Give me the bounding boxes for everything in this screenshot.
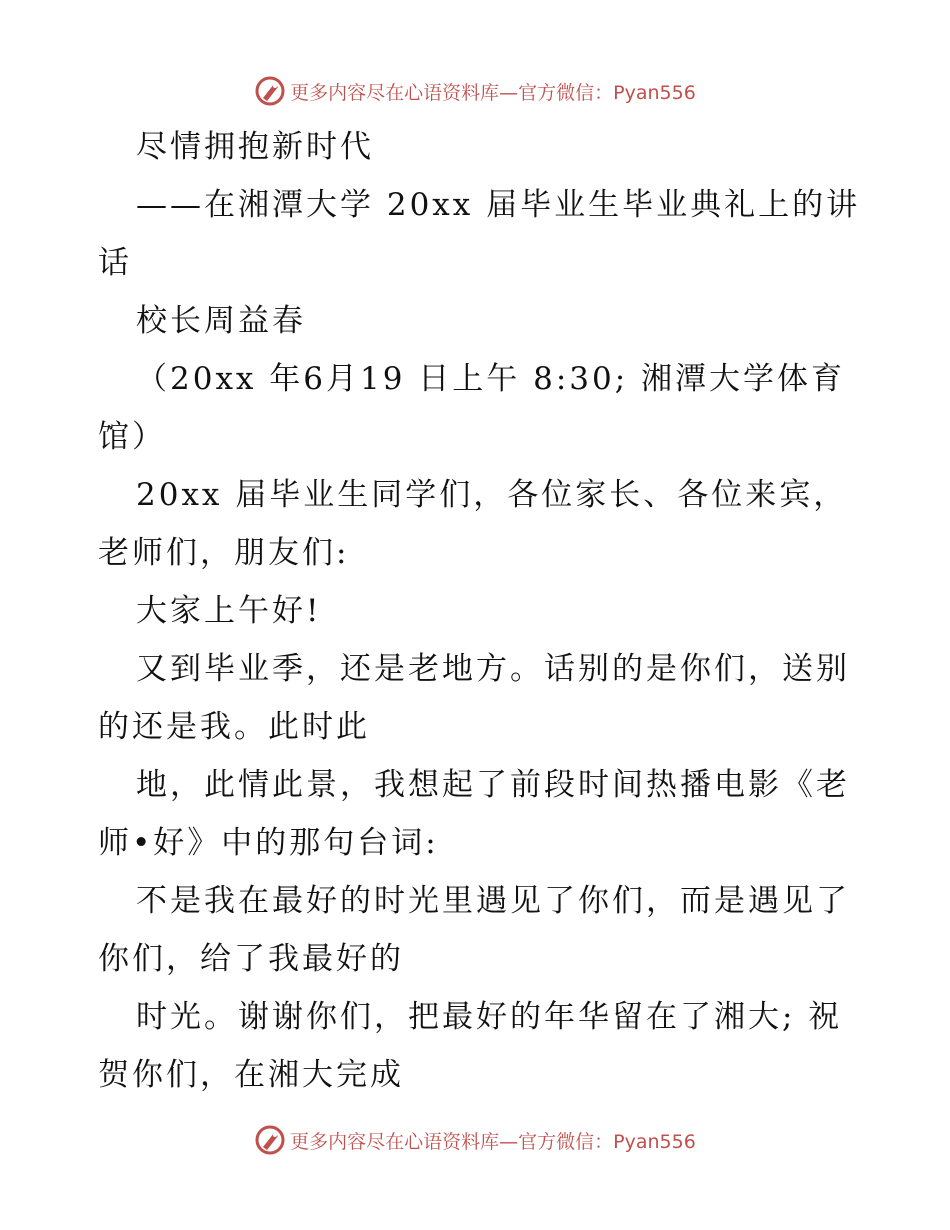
doc-subtitle-cont: 话 <box>98 245 132 281</box>
doc-author: 校长周益春 <box>136 303 306 339</box>
header-banner <box>0 71 950 111</box>
doc-datetime-cont: 馆） <box>98 419 166 455</box>
doc-paragraph-line: 不是我在最好的时光里遇见了你们，而是遇见了 <box>136 883 850 919</box>
doc-datetime: （20xx 年6月19 日上午 8:30; 湘潭大学体育 <box>136 361 846 397</box>
doc-title: 尽情拥抱新时代 <box>136 129 374 165</box>
doc-paragraph-line: 大家上午好! <box>136 593 322 629</box>
doc-paragraph-line: 你们，给了我最好的 <box>98 941 404 977</box>
doc-paragraph-line: 20xx 届毕业生同学们，各位家长、各位来宾， <box>136 477 848 513</box>
doc-paragraph-line: 的还是我。此时此 <box>98 709 370 745</box>
header-banner-text: 更多内容尽在心语资料库—官方微信：Pyan556 <box>290 81 696 104</box>
document-body <box>98 118 861 1104</box>
footer-banner <box>0 1120 950 1160</box>
pen-logo-icon <box>254 75 286 107</box>
doc-paragraph-line: 师•好》中的那句台词: <box>98 825 439 861</box>
pen-logo-icon <box>254 1124 286 1156</box>
doc-paragraph-line: 又到毕业季，还是老地方。话别的是你们，送别 <box>136 651 850 687</box>
doc-paragraph-line: 时光。谢谢你们，把最好的年华留在了湘大; 祝 <box>136 999 843 1035</box>
doc-paragraph-line: 贺你们，在湘大完成 <box>98 1057 404 1093</box>
doc-paragraph-line: 老师们，朋友们: <box>98 535 350 571</box>
footer-banner-text: 更多内容尽在心语资料库—官方微信：Pyan556 <box>290 1130 696 1153</box>
doc-subtitle: ——在湘潭大学 20xx 届毕业生毕业典礼上的讲 <box>136 187 861 223</box>
doc-paragraph-line: 地，此情此景，我想起了前段时间热播电影《老 <box>136 767 850 803</box>
